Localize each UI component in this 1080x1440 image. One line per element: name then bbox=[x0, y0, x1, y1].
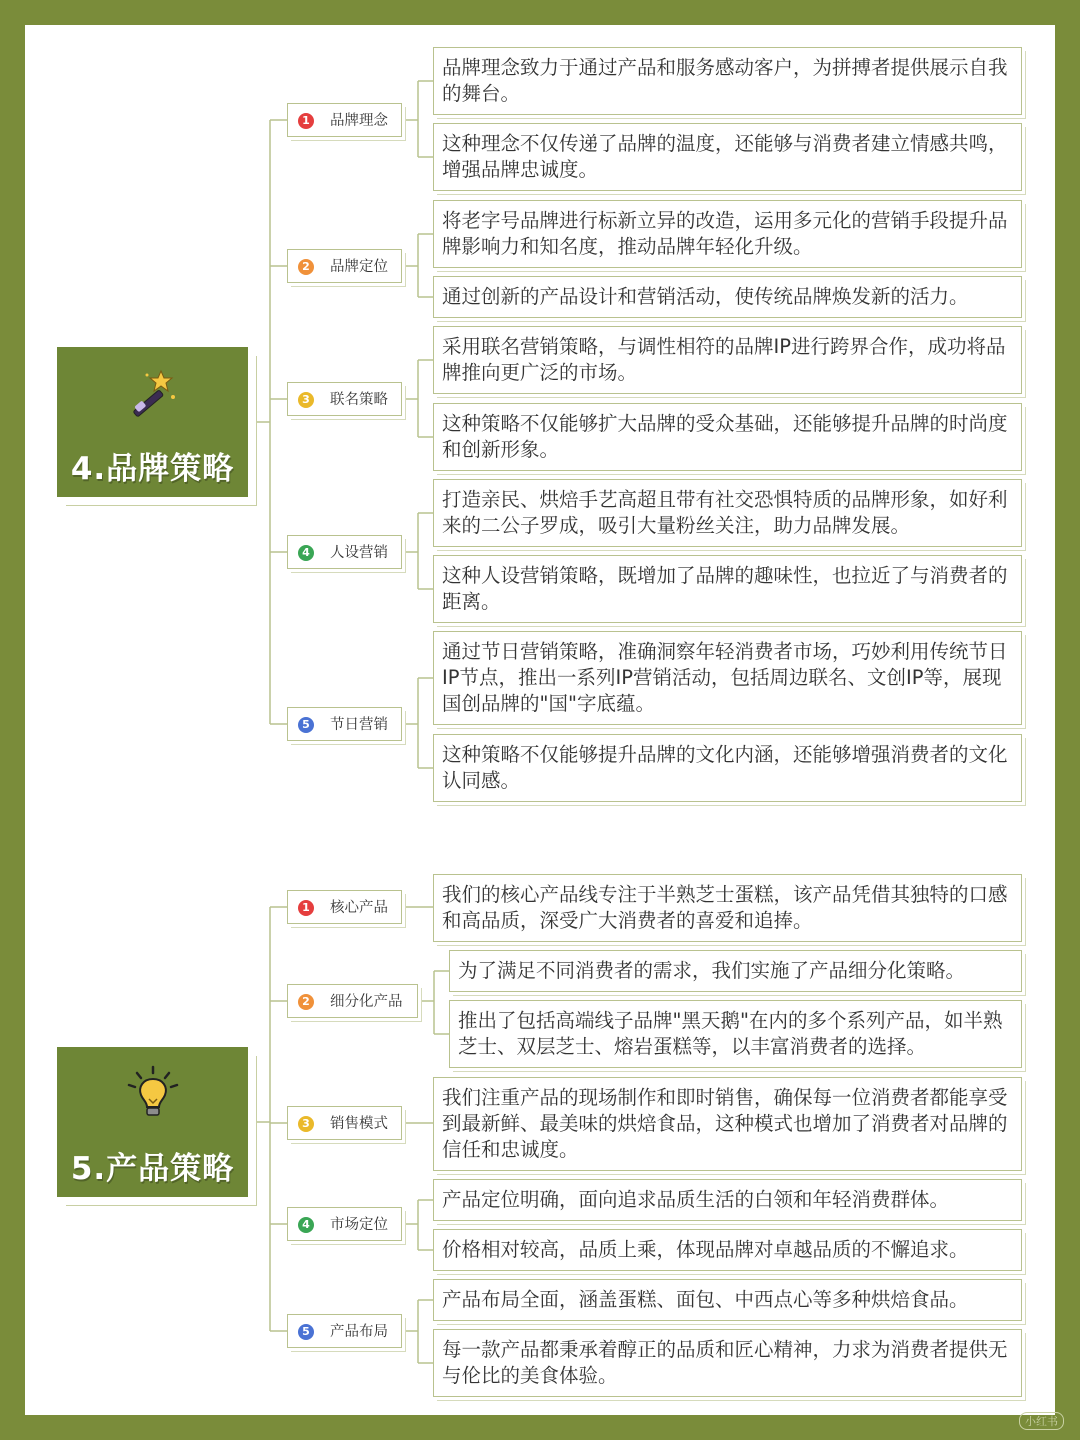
leaf-text: 品牌理念致力于通过产品和服务感动客户，为拼搏者提供展示自我的舞台。 bbox=[433, 47, 1022, 115]
branch-brand-positioning bbox=[287, 249, 402, 283]
leaf-text: 通过创新的产品设计和营销活动，使传统品牌焕发新的活力。 bbox=[433, 276, 1022, 318]
leaf-text: 我们注重产品的现场制作和即时销售，确保每一位消费者都能享受到最新鲜、最美味的烘焙食品，这种模式也增加了消费者对品牌的信任和忠诚度。 bbox=[433, 1077, 1022, 1171]
number-badge: 4 bbox=[298, 1217, 314, 1233]
branch-label: 市场定位 bbox=[330, 1217, 388, 1233]
branch-label: 产品布局 bbox=[330, 1324, 388, 1340]
leaf-text: 我们的核心产品线专注于半熟芝士蛋糕，该产品凭借其独特的口感和高品质，深受广大消费者的喜爱和追捧。 bbox=[433, 874, 1022, 942]
number-badge: 2 bbox=[298, 259, 314, 275]
branch-label: 人设营销 bbox=[330, 545, 388, 561]
leaf-text: 产品定位明确，面向追求品质生活的白领和年轻消费群体。 bbox=[433, 1179, 1022, 1221]
number-badge: 5 bbox=[298, 1324, 314, 1340]
branch-segmented-products bbox=[287, 984, 418, 1018]
leaf-text: 这种策略不仅能够提升品牌的文化内涵，还能够增强消费者的文化认同感。 bbox=[433, 734, 1022, 802]
leaf-text: 打造亲民、烘焙手艺高超且带有社交恐惧特质的品牌形象，如好利来的二公子罗成，吸引大量粉丝关注，助力品牌发展。 bbox=[433, 479, 1022, 547]
number-badge: 3 bbox=[298, 1116, 314, 1132]
branch-festival-marketing bbox=[287, 707, 402, 741]
leaf-text: 价格相对较高，品质上乘，体现品牌对卓越品质的不懈追求。 bbox=[433, 1229, 1022, 1271]
branch-persona-marketing bbox=[287, 535, 402, 569]
leaf-text: 通过节日营销策略，准确洞察年轻消费者市场，巧妙利用传统节日IP节点，推出一系列IP营销活动，包括周边联名、文创IP等，展现国创品牌的"国"字底蕴。 bbox=[433, 631, 1022, 725]
number-badge: 1 bbox=[298, 113, 314, 129]
branch-co-branding bbox=[287, 382, 402, 416]
leaf-text: 这种策略不仅能够扩大品牌的受众基础，还能够提升品牌的时尚度和创新形象。 bbox=[433, 403, 1022, 471]
leaf-text: 推出了包括高端线子品牌"黑天鹅"在内的多个系列产品，如半熟芝士、双层芝士、熔岩蛋糕等，以丰富消费者的选择。 bbox=[449, 1000, 1022, 1068]
leaf-text: 产品布局全面，涵盖蛋糕、面包、中西点心等多种烘焙食品。 bbox=[433, 1279, 1022, 1321]
leaf-text: 这种理念不仅传递了品牌的温度，还能够与消费者建立情感共鸣，增强品牌忠诚度。 bbox=[433, 123, 1022, 191]
leaf-text: 将老字号品牌进行标新立异的改造，运用多元化的营销手段提升品牌影响力和知名度，推动品牌年轻化升级。 bbox=[433, 200, 1022, 268]
branch-label: 细分化产品 bbox=[330, 994, 403, 1010]
root-node-brand-strategy bbox=[57, 347, 248, 497]
branch-product-layout bbox=[287, 1314, 402, 1348]
branch-label: 品牌定位 bbox=[330, 259, 388, 275]
root-title: 5.产品策略 bbox=[70, 1151, 235, 1187]
leaf-text: 这种人设营销策略，既增加了品牌的趣味性，也拉近了与消费者的距离。 bbox=[433, 555, 1022, 623]
root-node-product-strategy bbox=[57, 1047, 248, 1197]
branch-label: 品牌理念 bbox=[330, 113, 388, 129]
branch-label: 节日营销 bbox=[330, 717, 388, 733]
light-bulb-icon bbox=[125, 1065, 181, 1121]
leaf-text: 采用联名营销策略，与调性相符的品牌IP进行跨界合作，成功将品牌推向更广泛的市场。 bbox=[433, 326, 1022, 394]
leaf-text: 为了满足不同消费者的需求，我们实施了产品细分化策略。 bbox=[449, 950, 1022, 992]
number-badge: 1 bbox=[298, 900, 314, 916]
number-badge: 5 bbox=[298, 717, 314, 733]
number-badge: 3 bbox=[298, 392, 314, 408]
branch-label: 核心产品 bbox=[330, 900, 388, 916]
branch-label: 联名策略 bbox=[330, 392, 388, 408]
root-title: 4.品牌策略 bbox=[70, 451, 235, 487]
magic-wand-icon bbox=[125, 365, 181, 421]
branch-core-product bbox=[287, 890, 402, 924]
branch-sales-model bbox=[287, 1106, 402, 1140]
branch-label: 销售模式 bbox=[330, 1116, 388, 1132]
number-badge: 2 bbox=[298, 994, 314, 1010]
branch-brand-concept bbox=[287, 103, 402, 137]
leaf-text: 每一款产品都秉承着醇正的品质和匠心精神，力求为消费者提供无与伦比的美食体验。 bbox=[433, 1329, 1022, 1397]
number-badge: 4 bbox=[298, 545, 314, 561]
watermark: 小红书 bbox=[1019, 1412, 1064, 1430]
branch-market-positioning bbox=[287, 1207, 402, 1241]
